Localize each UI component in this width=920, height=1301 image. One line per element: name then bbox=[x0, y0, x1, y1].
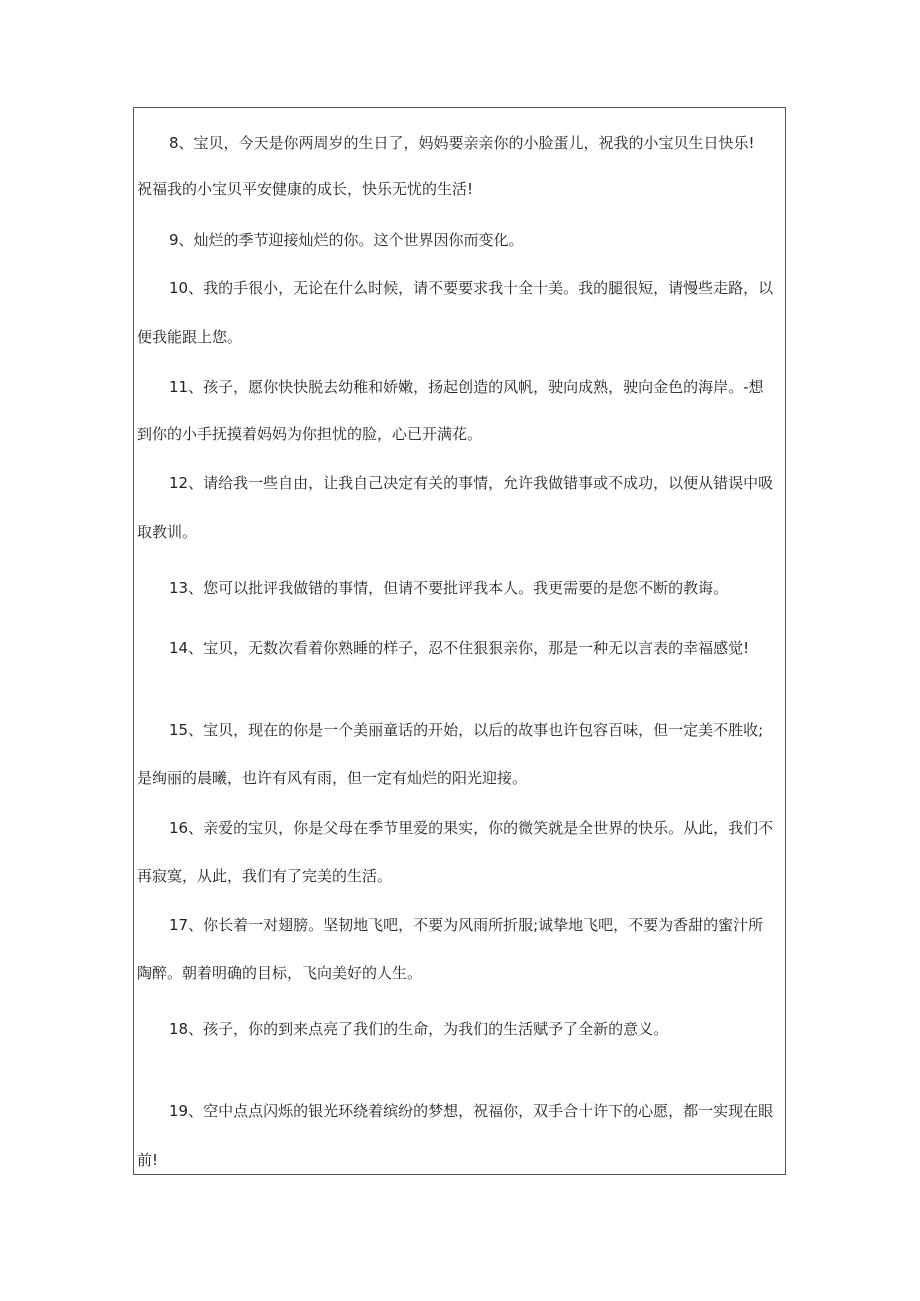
line-15a: 15、宝贝，现在的你是一个美丽童话的开始，以后的故事也许包容百味，但一定美不胜收; bbox=[169, 721, 764, 739]
line-17b: 陶醉。朝着明确的目标，飞向美好的人生。 bbox=[137, 964, 423, 982]
line-13: 13、您可以批评我做错的事情，但请不要批评我本人。我更需要的是您不断的教诲。 bbox=[169, 579, 729, 597]
line-11a: 11、孩子，愿你快快脱去幼稚和娇嫩，扬起创造的风帆，驶向成熟，驶向金色的海岸。-想 bbox=[169, 378, 764, 396]
line-8a: 8、宝贝，今天是你两周岁的生日了，妈妈要亲亲你的小脸蛋儿，祝我的小宝贝生日快乐! bbox=[169, 134, 755, 152]
line-19a: 19、空中点点闪烁的银光环绕着缤纷的梦想，祝福你，双手合十许下的心愿，都一实现在眼 bbox=[169, 1102, 774, 1120]
line-16b: 再寂寞，从此，我们有了完美的生活。 bbox=[137, 867, 393, 885]
line-11b: 到你的小手抚摸着妈妈为你担忧的脸，心已开满花。 bbox=[137, 425, 483, 443]
line-19b: 前! bbox=[137, 1151, 159, 1169]
line-12b: 取教训。 bbox=[137, 523, 198, 541]
line-14: 14、宝贝，无数次看着你熟睡的样子，忍不住狠狠亲你，那是一种无以言表的幸福感觉! bbox=[169, 639, 750, 657]
line-12a: 12、请给我一些自由，让我自己决定有关的事情，允许我做错事或不成功，以便从错误中吸 bbox=[169, 474, 774, 492]
line-16a: 16、亲爱的宝贝，你是父母在季节里爱的果实，你的微笑就是全世界的快乐。从此，我们不 bbox=[169, 819, 774, 837]
line-15b: 是绚丽的晨曦，也许有风有雨，但一定有灿烂的阳光迎接。 bbox=[137, 769, 528, 787]
line-8b: 祝福我的小宝贝平安健康的成长，快乐无忧的生活! bbox=[137, 180, 474, 198]
line-18: 18、孩子，你的到来点亮了我们的生命，为我们的生活赋予了全新的意义。 bbox=[169, 1020, 669, 1038]
line-9: 9、灿烂的季节迎接灿烂的你。这个世界因你而变化。 bbox=[169, 231, 524, 249]
line-17a: 17、你长着一对翅膀。坚韧地飞吧，不要为风雨所折服;诚挚地飞吧，不要为香甜的蜜汁所 bbox=[169, 916, 764, 934]
line-10b: 便我能跟上您。 bbox=[137, 328, 243, 346]
line-10a: 10、我的手很小，无论在什么时候，请不要要求我十全十美。我的腿很短，请慢些走路，以 bbox=[169, 279, 774, 297]
